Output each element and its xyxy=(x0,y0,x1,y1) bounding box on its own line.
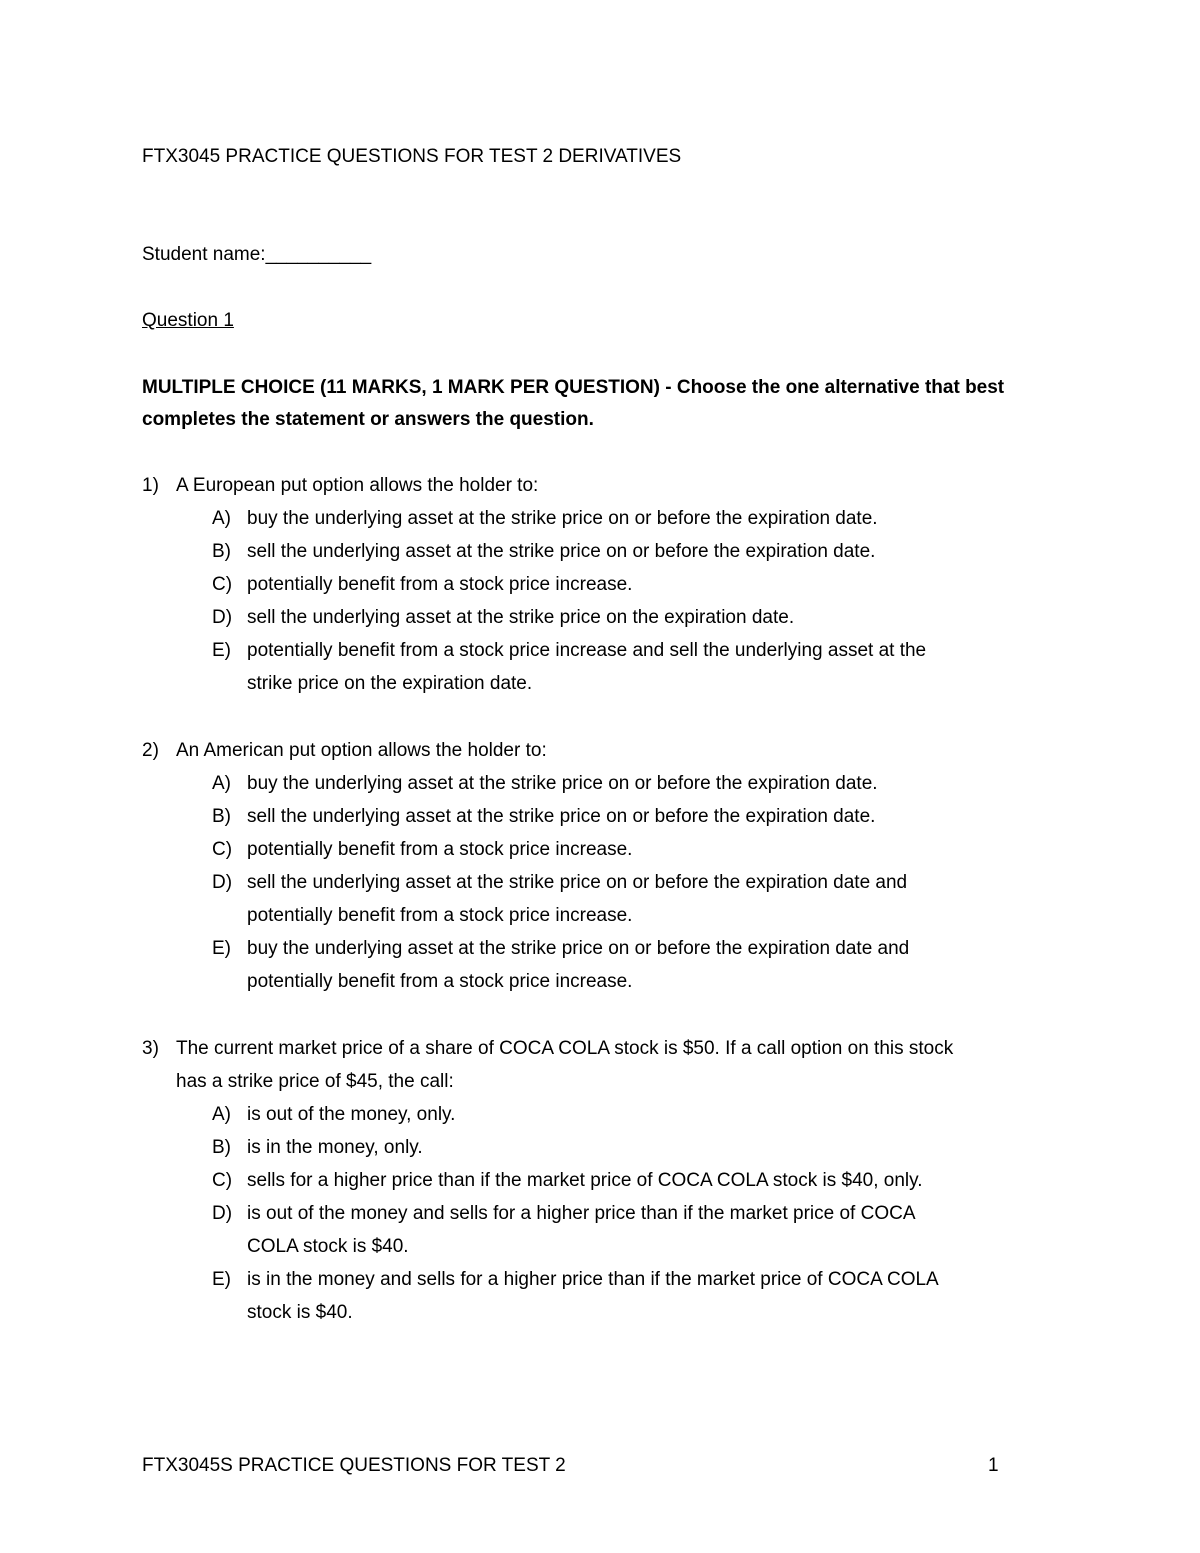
section-heading: Question 1 xyxy=(142,310,234,331)
option-letter: E) xyxy=(212,1269,231,1290)
question-text: has a strike price of $45, the call: xyxy=(176,1071,454,1092)
option-text: sell the underlying asset at the strike price on or before the expiration date. xyxy=(247,541,876,562)
option-text: buy the underlying asset at the strike price on or before the expiration date. xyxy=(247,508,878,529)
option-text: sell the underlying asset at the strike price on or before the expiration date and xyxy=(247,872,908,893)
student-name-field: Student name:__________ xyxy=(142,244,372,265)
document-title: FTX3045 PRACTICE QUESTIONS FOR TEST 2 DERIVATIVES xyxy=(142,146,682,167)
question-text: A European put option allows the holder to: xyxy=(176,475,539,496)
question-number: 3) xyxy=(142,1038,159,1059)
option-text: is out of the money, only. xyxy=(247,1104,456,1125)
option-letter: E) xyxy=(212,640,231,661)
question-number: 1) xyxy=(142,475,159,496)
option-letter: C) xyxy=(212,839,233,860)
option-letter: E) xyxy=(212,938,231,959)
option-text: sell the underlying asset at the strike price on or before the expiration date. xyxy=(247,806,876,827)
option-text: is in the money, only. xyxy=(247,1137,423,1158)
option-letter: A) xyxy=(212,508,231,529)
option-letter: D) xyxy=(212,1203,233,1224)
option-letter: A) xyxy=(212,1104,231,1125)
option-letter: B) xyxy=(212,806,231,827)
question-number: 2) xyxy=(142,740,159,761)
page-number: 1 xyxy=(988,1455,999,1476)
option-text: potentially benefit from a stock price increase. xyxy=(247,905,633,926)
option-text: buy the underlying asset at the strike price on or before the expiration date and xyxy=(247,938,910,959)
question-text: An American put option allows the holder to: xyxy=(176,740,547,761)
option-letter: C) xyxy=(212,1170,233,1191)
option-letter: B) xyxy=(212,1137,231,1158)
option-text: potentially benefit from a stock price increase. xyxy=(247,574,633,595)
footer-text: FTX3045S PRACTICE QUESTIONS FOR TEST 2 xyxy=(142,1455,566,1476)
option-letter: C) xyxy=(212,574,233,595)
option-text: sell the underlying asset at the strike price on the expiration date. xyxy=(247,607,795,628)
option-text: sells for a higher price than if the market price of COCA COLA stock is $40, only. xyxy=(247,1170,923,1191)
option-letter: D) xyxy=(212,872,233,893)
option-letter: A) xyxy=(212,773,231,794)
instructions-line-1: MULTIPLE CHOICE (11 MARKS, 1 MARK PER QUESTION) - Choose the one alternative that best xyxy=(142,377,1005,398)
instructions-line-2: completes the statement or answers the question. xyxy=(142,409,594,430)
option-text: potentially benefit from a stock price increase. xyxy=(247,839,633,860)
option-text: strike price on the expiration date. xyxy=(247,673,533,694)
option-text: COLA stock is $40. xyxy=(247,1236,409,1257)
option-text: stock is $40. xyxy=(247,1302,353,1323)
option-text: potentially benefit from a stock price increase. xyxy=(247,971,633,992)
option-text: is out of the money and sells for a higher price than if the market price of COCA xyxy=(247,1203,916,1224)
option-text: is in the money and sells for a higher price than if the market price of COCA COLA xyxy=(247,1269,939,1290)
question-text: The current market price of a share of COCA COLA stock is $50. If a call option on this stock xyxy=(176,1038,954,1059)
option-text: buy the underlying asset at the strike price on or before the expiration date. xyxy=(247,773,878,794)
option-letter: B) xyxy=(212,541,231,562)
option-letter: D) xyxy=(212,607,233,628)
option-text: potentially benefit from a stock price increase and sell the underlying asset at the xyxy=(247,640,927,661)
